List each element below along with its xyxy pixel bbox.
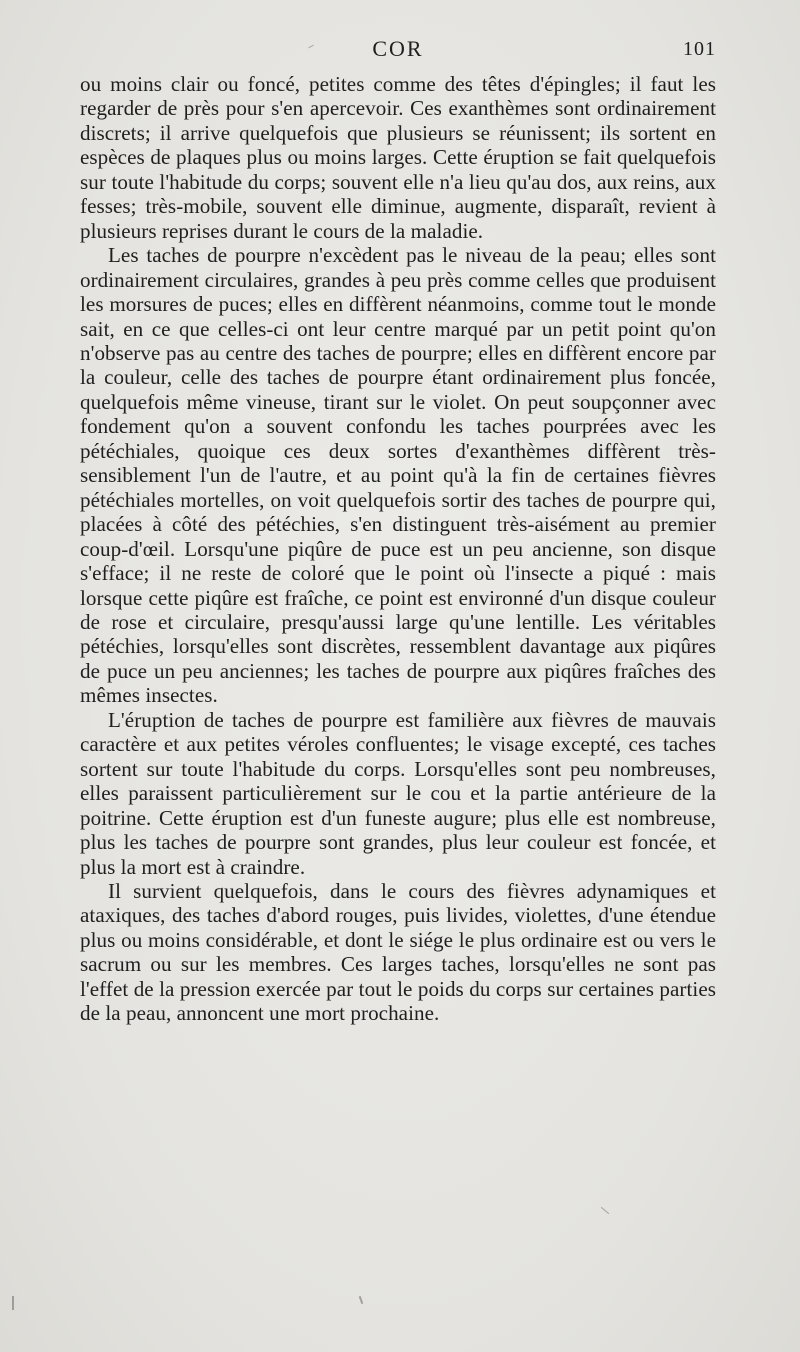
paper-mark (601, 1207, 609, 1214)
paragraph: Il survient quelquefois, dans le cours des fièvres adynamiques et ataxiques, des taches d'abord rouges, puis livides, violettes, d'une étendue plus ou moins considérable, et dont le siége le plus ordinaire est ou vers le sacrum ou sur les membres. Ces larges taches, lorsqu'elles ne sont pas l'effet de la pression exercée par tout le poids du corps sur certaines parties de la peau, annoncent une mort prochaine. (80, 878, 716, 1026)
body-text (80, 72, 716, 1026)
paragraph: Les taches de pourpre n'excèdent pas le niveau de la peau; elles sont ordinairement circulaires, grandes à peu près comme celles que produisent les morsures de puces; elles en diffèrent néanmoins, comme tout le monde sait, en ce que celles-ci ont leur centre marqué par un petit point qu'on n'observe pas au centre des taches de pourpre; elles en diffèrent encore par la couleur, celle des taches de pourpre étant ordinairement plus foncée, quelquefois même vineuse, tirant sur le violet. On peut soupçonner avec fondement qu'on a souvent confondu les taches pourprées avec les pétéchiales, quoique ces deux sortes d'exanthèmes diffèrent très-sensiblement l'un de l'autre, et au point qu'à la fin de certaines fièvres pétéchiales mortelles, on voit quelquefois sortir des taches de pourpre qui, placées à côté des pétéchies, s'en distinguent très-aisément au premier coup-d'œil. Lorsqu'une piqûre de puce est un peu ancienne, son disque s'efface; il ne reste de coloré que le point où l'insecte a piqué : mais lorsque cette piqûre est fraîche, ce point est environné d'un disque couleur de rose et circulaire, presqu'aussi large qu'une lentille. Les véritables pétéchies, lorsqu'elles sont discrètes, ressemblent davantage aux piqûres de puce un peu anciennes; les taches de pourpre aux piqûres fraîches des mêmes insectes. (80, 243, 716, 708)
page-number: 101 (683, 38, 716, 60)
page-header (80, 36, 716, 66)
paper-mark (359, 1296, 364, 1304)
running-head: COR (372, 36, 424, 61)
paragraph: L'éruption de taches de pourpre est familière aux fièvres de mauvais caractère et aux petites véroles confluentes; le visage excepté, ces taches sortent sur toute l'habitude du corps. Lorsqu'elles sont peu nombreuses, elles paraissent particulièrement sur le cou et la partie antérieure de la poitrine. Cette éruption est d'un funeste augure; plus elle est nombreuse, plus les taches de pourpre sont grandes, plus leur couleur est foncée, et plus la mort est à craindre. (80, 707, 716, 879)
paper-mark (12, 1296, 14, 1310)
paragraph-continued: ou moins clair ou foncé, petites comme des têtes d'épingles; il faut les regarder de près pour s'en apercevoir. Ces exanthèmes sont ordinairement discrets; il arrive quelquefois que plusieurs se réunissent; ils sortent en espèces de plaques plus ou moins larges. Cette éruption se fait quelquefois sur toute l'habitude du corps; souvent elle n'a lieu qu'au dos, aux reins, aux fesses; très-mobile, souvent elle diminue, augmente, disparaît, revient à plusieurs reprises durant le cours de la maladie. (80, 72, 716, 243)
